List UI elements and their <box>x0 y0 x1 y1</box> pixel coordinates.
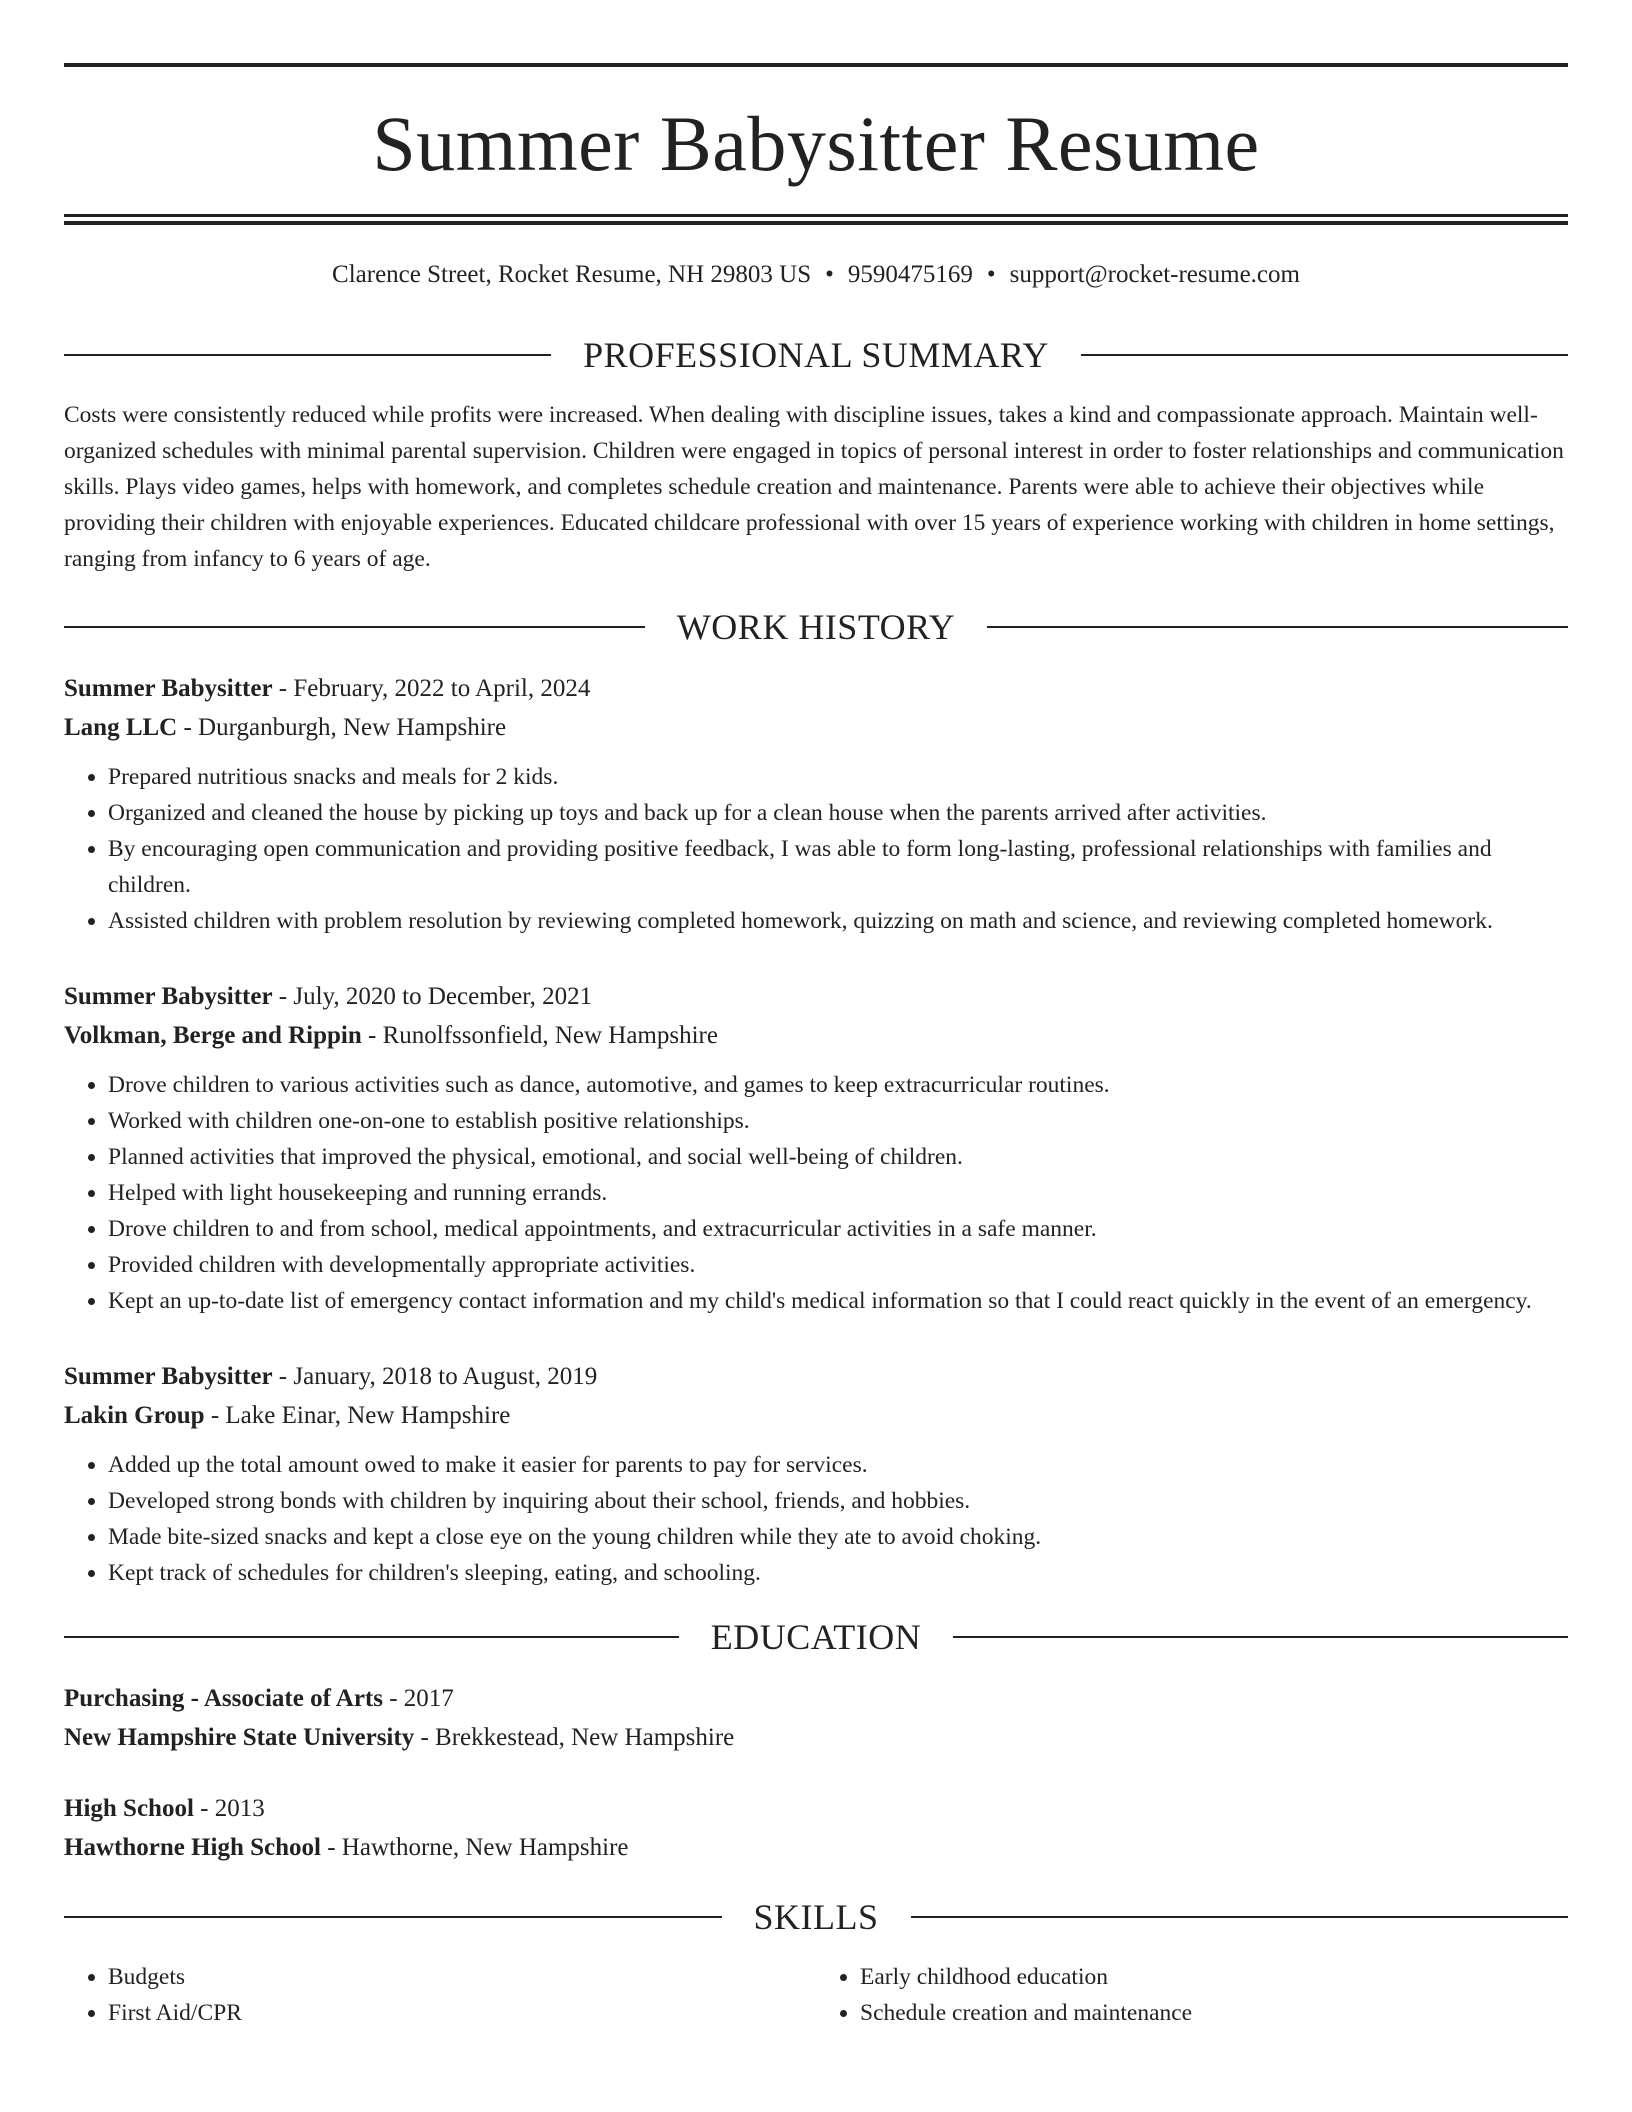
list-item: • Assisted children with problem resolution by reviewing completed homework, quizzing on math and science, and reviewing completed homework. <box>108 903 1568 939</box>
section-heading-education <box>64 1617 1568 1657</box>
education-entry <box>64 1679 1568 1757</box>
list-item: • Drove children to and from school, medical appointments, and extracurricular activities in a safe manner. <box>108 1211 1568 1247</box>
skills-columns <box>64 1959 1568 2031</box>
job-company-line <box>64 1396 1568 1435</box>
job-bullets <box>64 759 1568 939</box>
education-degree-line <box>64 1789 1568 1828</box>
list-item: • Developed strong bonds with children by inquiring about their school, friends, and hobbies. <box>108 1483 1568 1519</box>
heading-rule-right <box>987 626 1568 628</box>
education-year: - 2013 <box>193 1795 265 1822</box>
section-heading-work-history <box>64 607 1568 647</box>
heading-rule-left <box>64 626 645 628</box>
heading-rule-left <box>64 1916 722 1918</box>
list-item: • Organized and cleaned the house by picking up toys and back up for a clean house when the parents arrived after activities. <box>108 795 1568 831</box>
job-entry <box>64 1357 1568 1591</box>
job-dates: - February, 2022 to April, 2024 <box>272 675 591 702</box>
education-school: Hawthorne High School <box>64 1834 321 1861</box>
job-title-line <box>64 669 1568 708</box>
email: support@rocket-resume.com <box>1009 261 1300 288</box>
heading-rule-right <box>1081 354 1568 356</box>
phone: 9590475169 <box>847 261 973 288</box>
contact-separator: • <box>986 261 996 288</box>
section-heading-label: SKILLS <box>753 1897 879 1937</box>
education-school: New Hampshire State University <box>64 1724 415 1751</box>
job-bullets <box>64 1067 1568 1319</box>
job-title: Summer Babysitter <box>64 1363 273 1390</box>
job-title: Summer Babysitter <box>64 983 273 1010</box>
section-heading-label: PROFESSIONAL SUMMARY <box>583 335 1049 375</box>
list-item: • Added up the total amount owed to make it easier for parents to pay for services. <box>108 1447 1568 1483</box>
job-company: Lang LLC <box>64 714 178 741</box>
job-company-line <box>64 1016 1568 1055</box>
skill-item: • Budgets <box>108 1959 816 1995</box>
heading-rule-right <box>911 1916 1569 1918</box>
job-dates: - January, 2018 to August, 2019 <box>272 1363 598 1390</box>
heading-rule-right <box>953 1636 1568 1638</box>
heading-rule-left <box>64 354 551 356</box>
education-year: - 2017 <box>382 1685 454 1712</box>
resume-title: Summer Babysitter Resume <box>372 100 1260 187</box>
skill-item: • Early childhood education <box>860 1959 1568 1995</box>
section-heading-label: WORK HISTORY <box>676 607 956 647</box>
resume-page <box>64 0 1568 2031</box>
job-location: - Lake Einar, New Hampshire <box>204 1402 511 1429</box>
list-item: • Prepared nutritious snacks and meals for 2 kids. <box>108 759 1568 795</box>
list-item: • Kept track of schedules for children's sleeping, eating, and schooling. <box>108 1555 1568 1591</box>
job-title-line <box>64 1357 1568 1396</box>
list-item: • Provided children with developmentally appropriate activities. <box>108 1247 1568 1283</box>
contact-line <box>64 259 1568 291</box>
job-title: Summer Babysitter <box>64 675 273 702</box>
summary-text: Costs were consistently reduced while profits were increased. When dealing with discipline issues, takes a kind and compassionate approach. Maintain well-organized schedules with minimal parental supervision. Children were engaged in topics of personal interest in order to foster relationships and communication skills. Plays video games, helps with homework, and completes schedule creation and maintenance. Parents were able to achieve their objectives while providing their children with enjoyable experiences. Educated childcare professional with over 15 years of experience working with children in home settings, ranging from infancy to 6 years of age. <box>64 402 1564 572</box>
job-location: - Durganburgh, New Hampshire <box>177 714 507 741</box>
contact-separator: • <box>825 261 834 288</box>
job-entry <box>64 977 1568 1319</box>
list-item: • Made bite-sized snacks and kept a close eye on the young children while they ate to avoid choking. <box>108 1519 1568 1555</box>
education-location: - Brekkestead, New Hampshire <box>414 1724 735 1751</box>
list-item: • Worked with children one-on-one to establish positive relationships. <box>108 1103 1568 1139</box>
section-heading-skills <box>64 1897 1568 1937</box>
job-location: - Runolfssonfield, New Hampshire <box>361 1022 718 1049</box>
section-heading-summary <box>64 335 1568 375</box>
education-degree: Purchasing - Associate of Arts <box>64 1685 383 1712</box>
list-item: • By encouraging open communication and providing positive feedback, I was able to form long-lasting, professional relationships with families and children. <box>108 831 1568 903</box>
address: Clarence Street, Rocket Resume, NH 29803 US <box>332 261 812 288</box>
section-heading-label: EDUCATION <box>710 1617 922 1657</box>
top-rule <box>64 63 1568 67</box>
skill-item: • Schedule creation and maintenance <box>860 1995 1568 2031</box>
education-entry <box>64 1789 1568 1867</box>
education-school-line <box>64 1718 1568 1757</box>
education-school-line <box>64 1828 1568 1867</box>
job-company-line <box>64 708 1568 747</box>
job-company: Lakin Group <box>64 1402 205 1429</box>
job-entry <box>64 669 1568 939</box>
job-title-line <box>64 977 1568 1016</box>
list-item: • Drove children to various activities such as dance, automotive, and games to keep extracurricular routines. <box>108 1067 1568 1103</box>
education-location: - Hawthorne, New Hampshire <box>320 1834 629 1861</box>
job-dates: - July, 2020 to December, 2021 <box>272 983 593 1010</box>
heading-rule-left <box>64 1636 679 1638</box>
education-degree-line <box>64 1679 1568 1718</box>
list-item: • Planned activities that improved the physical, emotional, and social well-being of children. <box>108 1139 1568 1175</box>
title-double-rule <box>64 214 1568 225</box>
skills-list-right <box>816 1959 1568 2031</box>
skill-item: • First Aid/CPR <box>108 1995 816 2031</box>
list-item: • Kept an up-to-date list of emergency contact information and my child's medical information so that I could react quickly in the event of an emergency. <box>108 1283 1568 1319</box>
education-degree: High School <box>64 1795 194 1822</box>
list-item: • Helped with light housekeeping and running errands. <box>108 1175 1568 1211</box>
job-company: Volkman, Berge and Rippin <box>64 1022 362 1049</box>
skills-list-left <box>64 1959 816 2031</box>
job-bullets <box>64 1447 1568 1591</box>
